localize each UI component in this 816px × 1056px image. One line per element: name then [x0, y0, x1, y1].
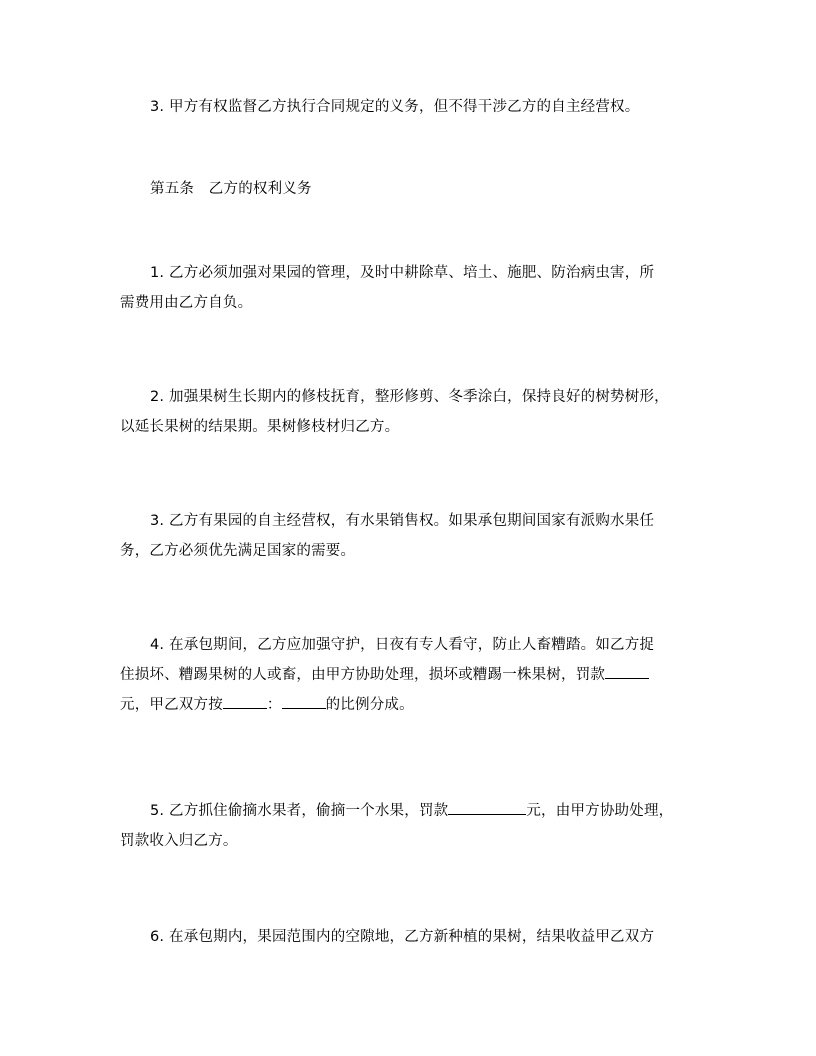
article-5-heading — [120, 174, 696, 204]
text-line: 1. 乙方必须加强对果园的管理，及时中耕除草、培土、施肥、防治病虫害，所 — [150, 265, 655, 281]
paragraph-clause-6 — [120, 922, 696, 952]
paragraph-clause-3 — [120, 506, 696, 566]
text-line — [120, 796, 696, 826]
text-segment: 元，由甲方协助处理， — [526, 803, 674, 819]
paragraph-clause-4 — [120, 630, 696, 720]
text-line: 务，乙方必须优先满足国家的需要。 — [120, 543, 356, 559]
text-segment: ： — [266, 697, 282, 713]
paragraph-clause-1 — [120, 258, 696, 318]
text-line: 罚款收入归乙方。 — [120, 833, 238, 849]
text-line: 3. 乙方有果园的自主经营权，有水果销售权。如果承包期间国家有派购水果任 — [150, 513, 655, 529]
paragraph-clause-2 — [120, 382, 696, 442]
text-line: 3. 甲方有权监督乙方执行合同规定的义务，但不得干涉乙方的自主经营权。 — [150, 99, 640, 115]
text-line: 以延长果树的结果期。果树修枝材归乙方。 — [120, 419, 400, 435]
text-segment: 5. 乙方抓住偷摘水果者，偷摘一个水果，罚款 — [150, 803, 449, 819]
fill-in-blank — [605, 664, 649, 679]
paragraph-party-a-clause-3 — [120, 92, 696, 122]
text-line — [120, 690, 696, 720]
text-segment: 元，甲乙双方按 — [120, 697, 223, 713]
heading-text: 第五条 乙方的权利义务 — [150, 181, 312, 197]
text-line: 2. 加强果树生长期内的修枝抚育，整形修剪、冬季涂白，保持良好的树势树形， — [150, 389, 669, 405]
paragraph-clause-5 — [120, 796, 696, 856]
text-line — [120, 660, 696, 690]
fill-in-blank — [282, 694, 326, 709]
text-line: 需费用由乙方自负。 — [120, 295, 253, 311]
text-segment: 的比例分成。 — [325, 697, 414, 713]
fill-in-blank — [223, 694, 267, 709]
text-line: 6. 在承包期内，果园范围内的空隙地，乙方新种植的果树，结果收益甲乙双方 — [150, 929, 655, 945]
fill-in-blank — [448, 800, 526, 815]
text-segment: 住损坏、糟踢果树的人或畜，由甲方协助处理，损坏或糟踢一株果树，罚款 — [120, 667, 606, 683]
text-line: 4. 在承包期间，乙方应加强守护，日夜有专人看守，防止人畜糟踏。如乙方捉 — [150, 637, 655, 653]
